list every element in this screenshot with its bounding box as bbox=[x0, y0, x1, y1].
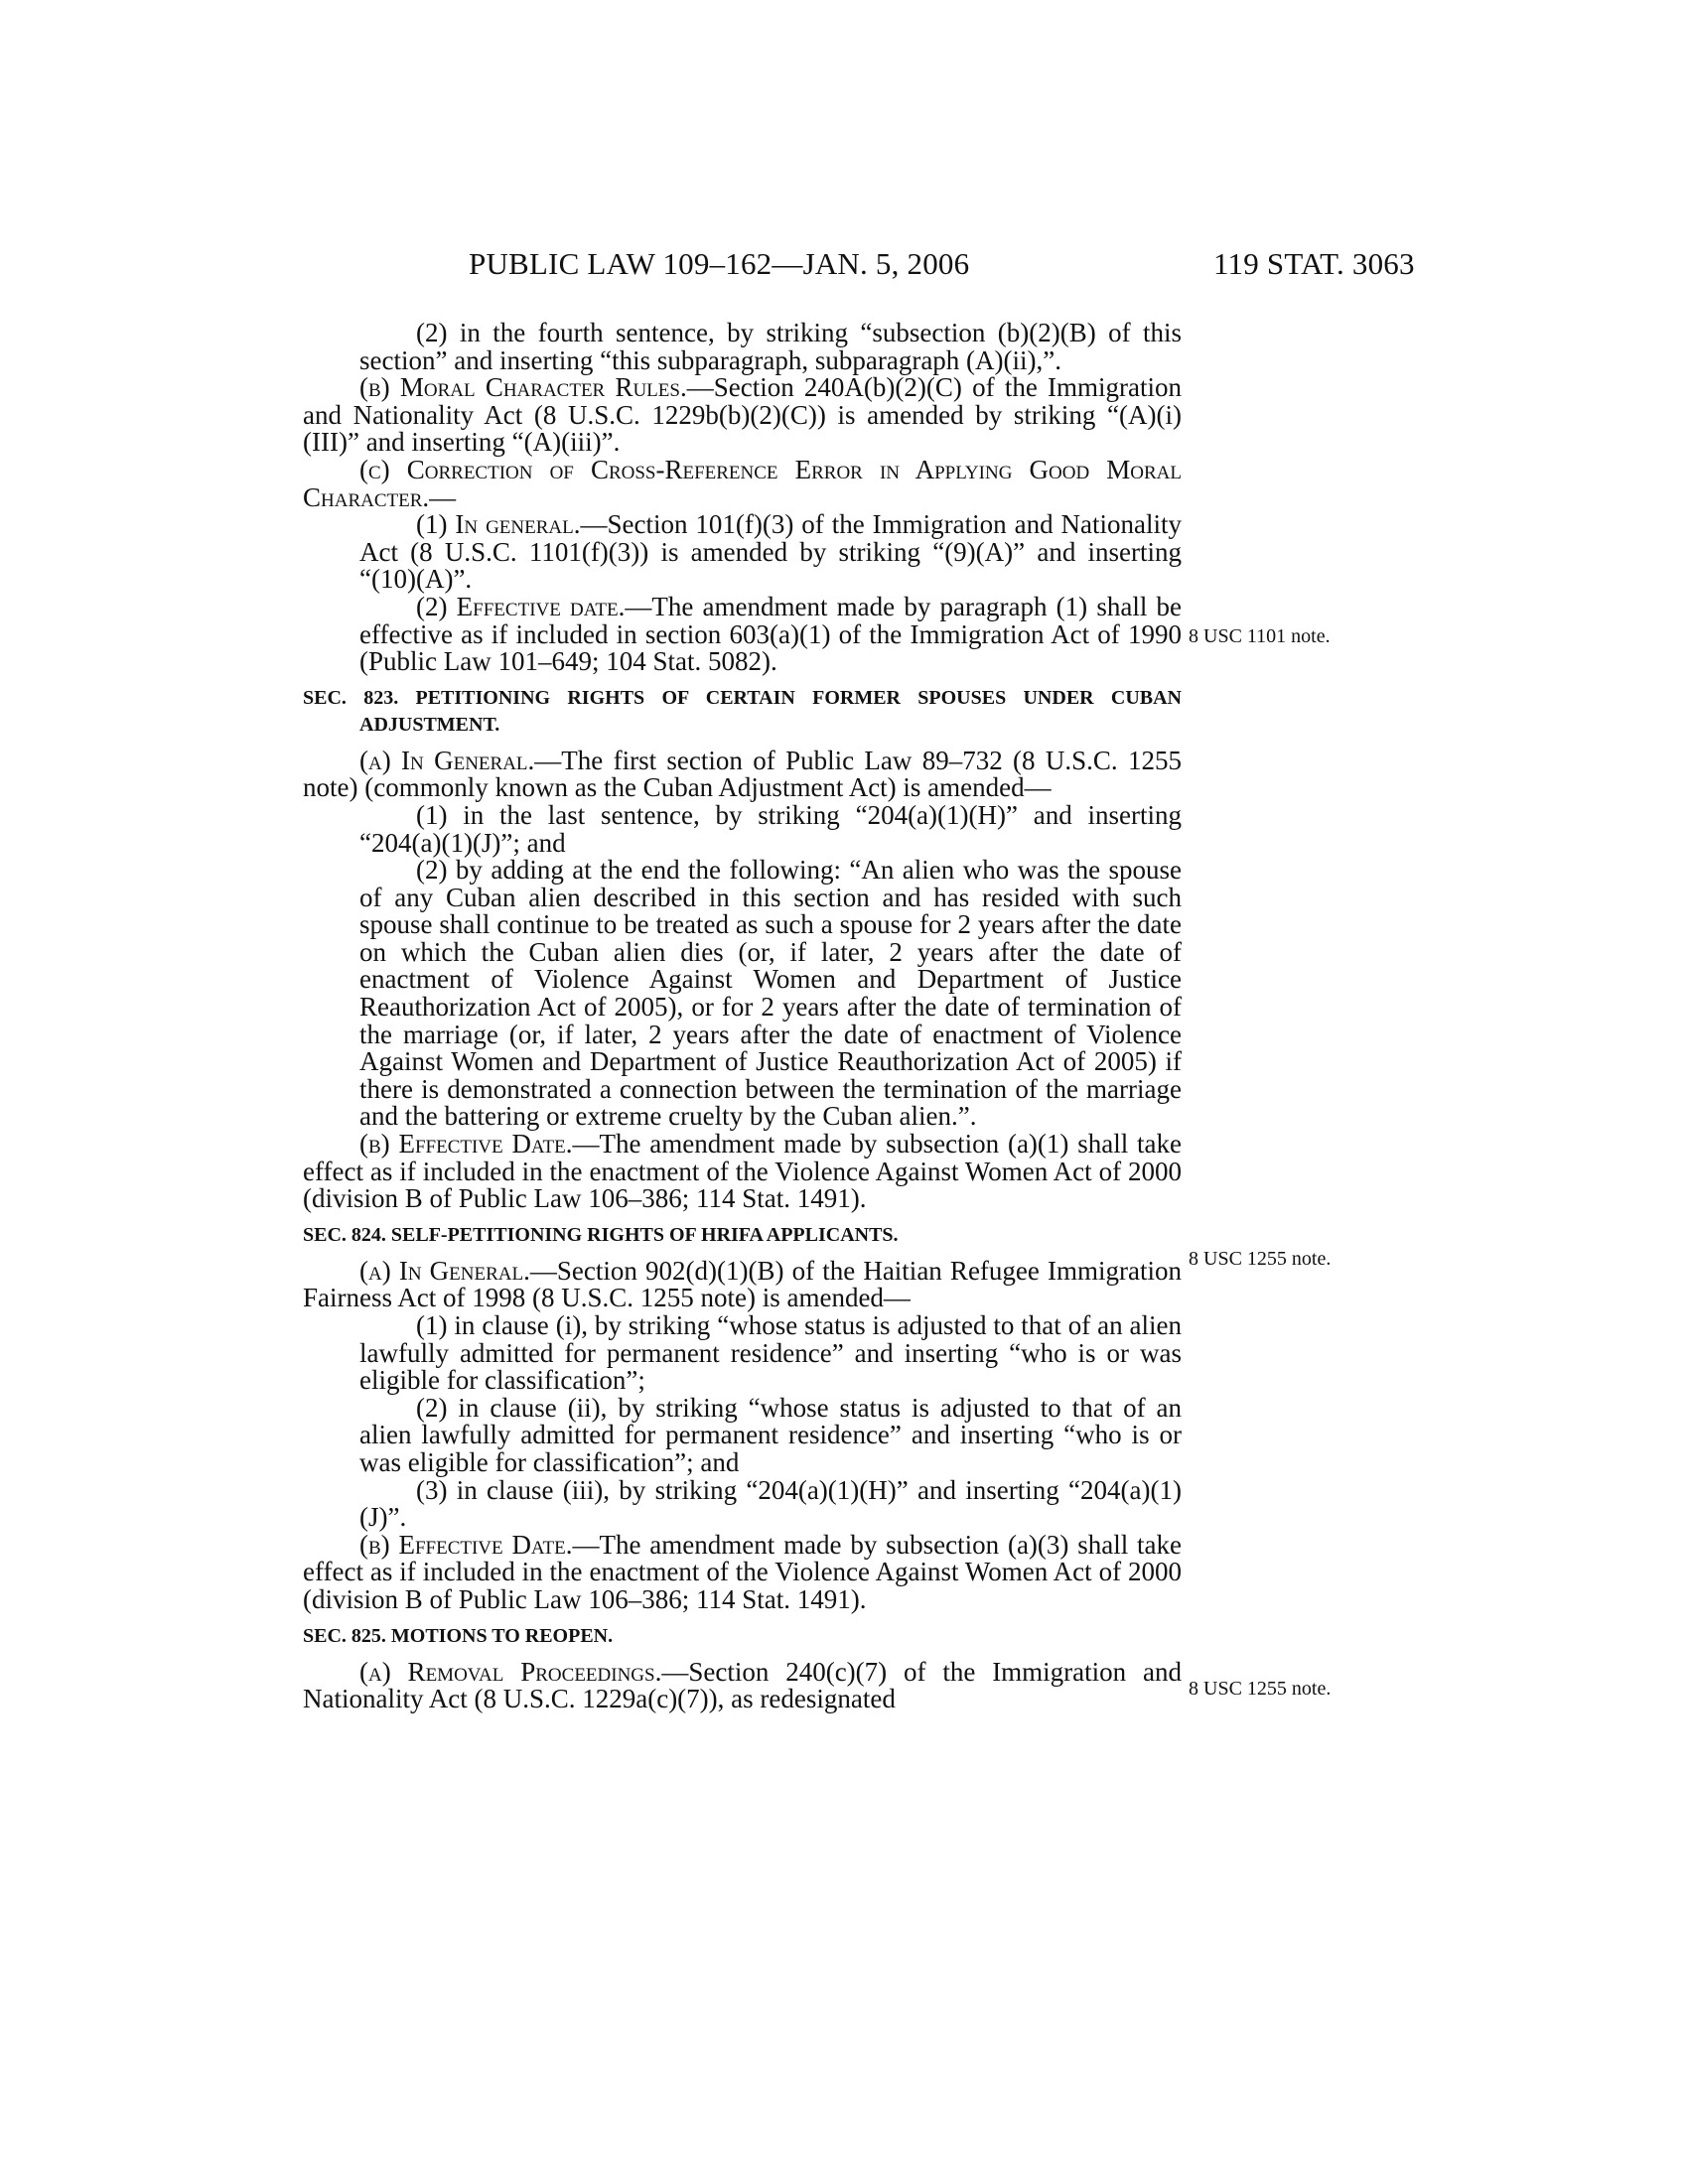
paragraph-heading: (a) In General. bbox=[359, 745, 535, 775]
paragraph: (1) in the last sentence, by striking “204(a)(1)(H)” and inserting “204(a)(1)(J)”; and bbox=[359, 799, 1182, 858]
paragraph-text: —Section 101(f)(3) of the Immigration and Nationality Act (8 U.S.C. 1101(f)(3)) is amended by striking “(9)(A)” and inserting “(10)(A)”. bbox=[359, 509, 1182, 595]
paragraph: (2) in the fourth sentence, by striking “subsection (b)(2)(B) of this section” and inserting “this subparagraph, subparagraph (A)(ii),”. bbox=[359, 318, 1182, 375]
paragraph-heading: (a) Removal Proceedings. bbox=[359, 1656, 662, 1687]
paragraph bbox=[303, 374, 1182, 457]
running-header-title: PUBLIC LAW 109–162—JAN. 5, 2006 bbox=[469, 246, 970, 281]
paragraph-heading: (b) Moral Character Rules. bbox=[359, 372, 687, 403]
paragraph bbox=[303, 1255, 1182, 1313]
paragraph-text: —Section 240A(b)(2)(C) of the Immigration and Nationality Act (8 U.S.C. 1229b(b)(2)(C)) is amended by striking “(A)(i)(III)” and inserting “(A)(iii)”. bbox=[303, 372, 1182, 458]
paragraph-text: —Section 240(c)(7) of the Immigration and Nationality Act (8 U.S.C. 1229a(c)(7)), as redesignated bbox=[303, 1656, 1183, 1714]
section-heading: SEC. 824. SELF-PETITIONING RIGHTS OF HRIFA APPLICANTS. bbox=[303, 1223, 899, 1246]
paragraph-text: —The amendment made by subsection (a)(1) shall take effect as if included in the enactment of the Violence Against Women Act of 2000 (division B of Public Law 106–386; 114 Stat. 1491). bbox=[303, 1129, 1182, 1214]
paragraph-heading: (c) Correction of Cross-Reference Error in Applying Good Moral Character. bbox=[303, 454, 1182, 512]
paragraph-heading: (2) Effective date. bbox=[416, 591, 626, 621]
page-number: 119 STAT. 3063 bbox=[1213, 246, 1415, 281]
margin-note: 8 USC 1255 note. bbox=[1189, 1248, 1332, 1270]
paragraph bbox=[303, 1656, 1183, 1714]
page-body bbox=[303, 320, 1182, 1713]
paragraph: (2) by adding at the end the following: “An alien who was the spouse of any Cuban alien described in this section and has resided with such spouse shall continue to be treated as such a spouse for 2 years after the date on which the Cuban alien dies (or, if later, 2 years after the date of enactment of Violence Against Women and Department of Justice Reauthorization Act of 2005), or for 2 years after the date of termination of the marriage (or, if later, 2 years after the date of enactment of Violence Against Women and Department of Justice Reauthorization Act of 2005) if there is demonstrated a connection between the termination of the marriage and the battering or extreme cruelty by the Cuban alien.”. bbox=[359, 855, 1182, 1132]
margin-note: 8 USC 1101 note. bbox=[1189, 625, 1331, 647]
paragraph bbox=[303, 1529, 1182, 1614]
paragraph-text: — bbox=[429, 481, 457, 512]
paragraph-heading: (b) Effective Date. bbox=[359, 1129, 573, 1160]
paragraph-heading: (a) In General. bbox=[359, 1255, 530, 1286]
paragraph-text: —Section 902(d)(1)(B) of the Haitian Refugee Immigration Fairness Act of 1998 (8 U.S.C. 1255 note) is amended— bbox=[303, 1255, 1182, 1313]
paragraph-text: —The amendment made by paragraph (1) shall be effective as if included in section 603(a)(1) of the Immigration Act of 1990 (Public Law 101–649; 104 Stat. 5082). bbox=[359, 591, 1183, 677]
paragraph: (3) in clause (iii), by striking “204(a)(1)(H)” and inserting “204(a)(1)(J)”. bbox=[359, 1474, 1182, 1533]
paragraph bbox=[303, 591, 1183, 677]
margin-note: 8 USC 1255 note. bbox=[1189, 1678, 1332, 1700]
paragraph-heading: (b) Effective Date. bbox=[359, 1529, 573, 1560]
section-heading: SEC. 825. MOTIONS TO REOPEN. bbox=[303, 1624, 614, 1647]
paragraph-text: —The first section of Public Law 89–732 (8 U.S.C. 1255 note) (commonly known as the Cuban Adjustment Act) is amended— bbox=[303, 745, 1182, 803]
paragraph: (2) in clause (ii), by striking “whose status is adjusted to that of an alien lawfully admitted for permanent residence” and inserting “who is or was eligible for classification”; and bbox=[359, 1392, 1182, 1477]
paragraph: (1) in clause (i), by striking “whose status is adjusted to that of an alien lawfully admitted for permanent residence” and inserting “who is or was eligible for classification”; bbox=[359, 1310, 1182, 1396]
paragraph bbox=[303, 745, 1182, 803]
paragraph bbox=[303, 1131, 1182, 1213]
section-heading: SEC. 823. PETITIONING RIGHTS OF CERTAIN FORMER SPOUSES UNDER CUBAN ADJUSTMENT. bbox=[303, 686, 1182, 736]
paragraph-heading: (1) In general. bbox=[416, 509, 581, 540]
paragraph bbox=[303, 454, 1182, 512]
paragraph bbox=[303, 511, 1182, 594]
paragraph-text: —The amendment made by subsection (a)(3) shall take effect as if included in the enactment of the Violence Against Women Act of 2000 (division B of Public Law 106–386; 114 Stat. 1491). bbox=[303, 1529, 1182, 1614]
